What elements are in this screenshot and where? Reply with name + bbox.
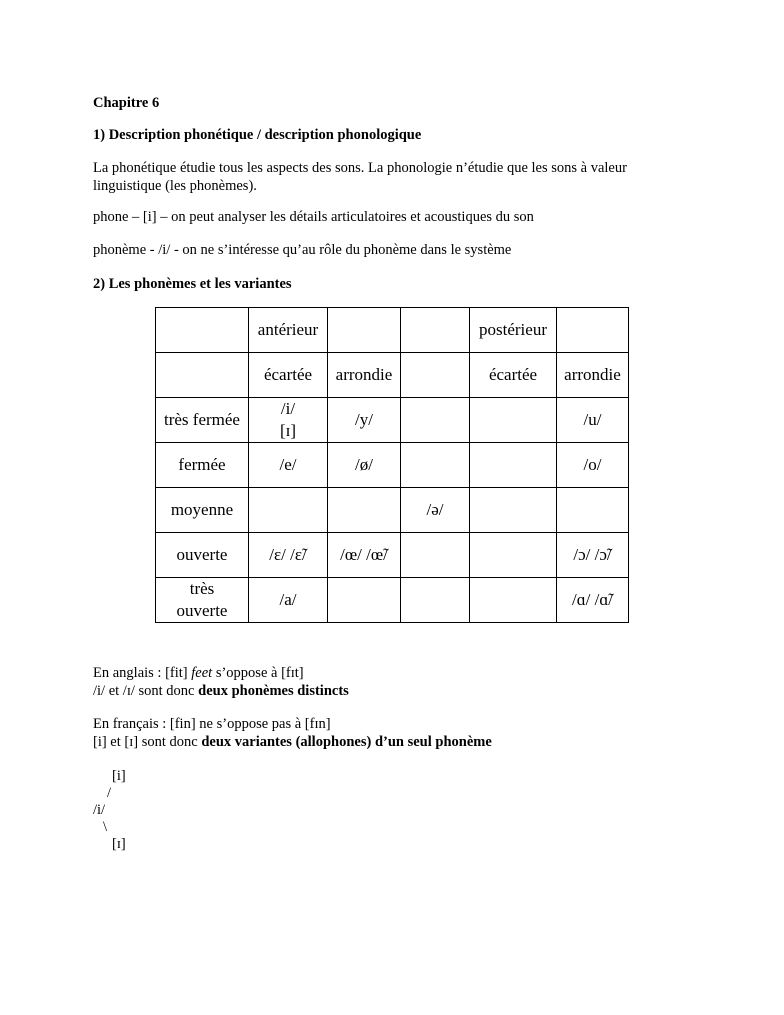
table-cell <box>557 488 629 533</box>
table-cell <box>470 578 557 623</box>
tree-branch-down: \ <box>103 819 108 835</box>
table-cell: /ɛ/ /ɛ̃/ <box>249 533 328 578</box>
table-row <box>156 353 629 398</box>
row-header-cell: fermée <box>156 443 249 488</box>
table-cell <box>328 308 401 353</box>
table-row <box>156 308 629 353</box>
table-cell <box>470 443 557 488</box>
table-cell <box>401 353 470 398</box>
table-row <box>156 443 629 488</box>
table-cell: arrondie <box>557 353 629 398</box>
row-header-cell <box>156 353 249 398</box>
english-line-2: /i/ et /ɪ/ sont donc deux phonèmes distincts <box>93 683 349 699</box>
tree-branch-up: / <box>107 785 112 801</box>
row-header-cell <box>156 308 249 353</box>
row-header-cell: ouverte <box>156 533 249 578</box>
table-cell <box>328 488 401 533</box>
chapter-title: Chapitre 6 <box>93 95 160 111</box>
table-row <box>156 488 629 533</box>
row-header-cell: très ouverte <box>156 578 249 623</box>
paragraph-line: La phonétique étudie tous les aspects des sons. La phonologie n’étudie que les sons à valeur <box>93 160 627 176</box>
table-cell: /e/ <box>249 443 328 488</box>
paragraph-line: linguistique (les phonèmes). <box>93 178 257 194</box>
tree-root-phoneme: /i/ <box>93 802 106 818</box>
table-cell <box>328 578 401 623</box>
table-cell: /o/ <box>557 443 629 488</box>
table-cell: /ø/ <box>328 443 401 488</box>
row-header-cell: moyenne <box>156 488 249 533</box>
table-cell: postérieur <box>470 308 557 353</box>
table-cell <box>470 398 557 443</box>
tree-bottom-allophone: [ɪ] <box>112 836 126 852</box>
phoneme-table <box>155 307 629 623</box>
french-line-2: [i] et [ɪ] sont donc deux variantes (allophones) d’un seul phonème <box>93 734 492 750</box>
table-cell <box>401 533 470 578</box>
table-cell: /u/ <box>557 398 629 443</box>
table-cell: /ə/ <box>401 488 470 533</box>
table-cell <box>557 308 629 353</box>
phone-definition: phone – [i] – on peut analyser les détails articulatoires et acoustiques du son <box>93 209 534 225</box>
section1-title: 1) Description phonétique / description phonologique <box>93 127 422 143</box>
table-cell <box>401 308 470 353</box>
english-line-1: En anglais : [fit] feet s’oppose à [fɪt] <box>93 665 304 681</box>
table-row <box>156 578 629 623</box>
table-cell: /a/ <box>249 578 328 623</box>
french-line-1: En français : [fin] ne s’oppose pas à [fɪn] <box>93 716 331 732</box>
table-cell: /y/ <box>328 398 401 443</box>
table-cell <box>249 488 328 533</box>
table-cell <box>401 443 470 488</box>
table-row <box>156 398 629 443</box>
tree-top-allophone: [i] <box>112 768 126 784</box>
table-cell <box>470 533 557 578</box>
table-cell: antérieur <box>249 308 328 353</box>
table-cell: /ɔ/ /ɔ̃/ <box>557 533 629 578</box>
phoneme-definition: phonème - /i/ - on ne s’intéresse qu’au rôle du phonème dans le système <box>93 242 512 258</box>
table-cell: /œ/ /œ̃/ <box>328 533 401 578</box>
row-header-cell: très fermée <box>156 398 249 443</box>
table-cell <box>401 398 470 443</box>
table-cell: arrondie <box>328 353 401 398</box>
table-cell: écartée <box>249 353 328 398</box>
table-cell: /ɑ/ /ɑ̃/ <box>557 578 629 623</box>
table-row <box>156 533 629 578</box>
table-cell <box>401 578 470 623</box>
table-cell <box>470 488 557 533</box>
section2-title: 2) Les phonèmes et les variantes <box>93 276 292 292</box>
table-cell: écartée <box>470 353 557 398</box>
table-cell: /i/ [ɪ] <box>249 398 328 443</box>
